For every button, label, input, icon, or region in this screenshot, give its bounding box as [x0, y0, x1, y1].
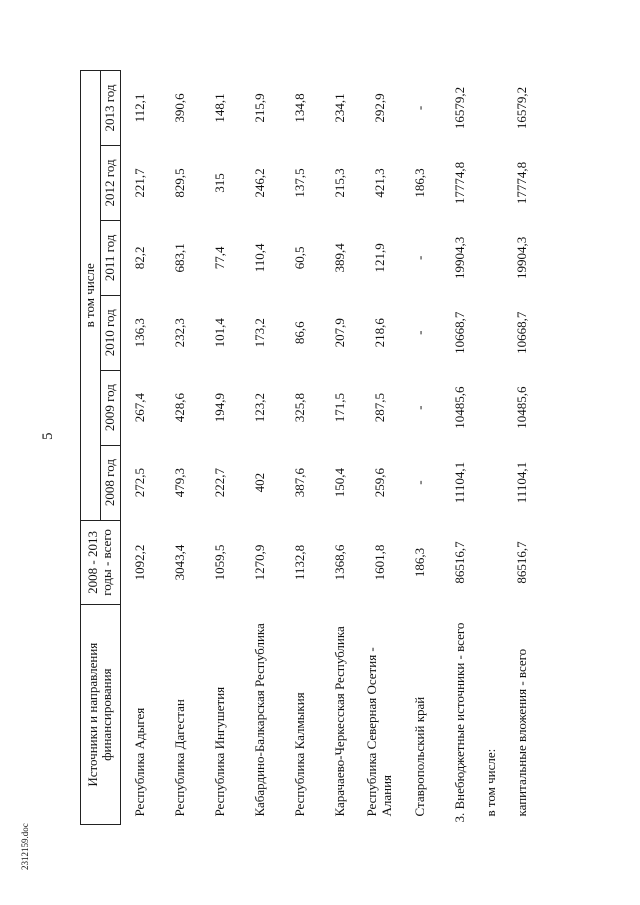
row-value: 10668,7	[451, 311, 467, 354]
row-value: 207,9	[331, 318, 347, 348]
row-value: 287,5	[371, 393, 387, 423]
table-row	[400, 71, 440, 825]
row-value: 325,8	[291, 393, 307, 423]
header-year: 2009 год	[100, 370, 120, 445]
header-year: 2013 год	[100, 71, 120, 146]
row-name: 3. Внебюджетные источники - всего	[451, 622, 467, 823]
page-number: 5	[40, 432, 56, 440]
header-year: 2010 год	[100, 295, 120, 370]
row-value: 222,7	[211, 467, 227, 498]
row-value: -	[411, 255, 427, 261]
row-value: 272,5	[132, 467, 148, 498]
row-total: 1601,8	[371, 544, 387, 581]
table-row	[240, 71, 280, 825]
row-name: Республика Адыгея	[132, 707, 148, 817]
row-value: 218,6	[371, 318, 387, 348]
row-name: Республика Калмыкия	[291, 692, 307, 817]
row-value: -	[411, 480, 427, 485]
row-value: 86,6	[291, 321, 307, 345]
header-year: 2008 год	[100, 445, 120, 520]
header-year: 2011 год	[100, 220, 120, 295]
row-value: 428,6	[171, 393, 187, 423]
header-group: в том числе	[81, 71, 101, 521]
row-value: 101,4	[211, 318, 227, 348]
row-total: 1092,2	[132, 544, 148, 581]
table-row	[320, 71, 360, 825]
table-wrapper	[80, 70, 615, 825]
table-row	[280, 71, 320, 825]
row-value: 246,2	[251, 168, 267, 198]
row-value: 390,6	[171, 93, 187, 123]
row-value: -	[411, 105, 427, 111]
table-row	[120, 71, 160, 825]
row-value: 136,3	[132, 318, 148, 348]
row-value: 171,5	[331, 393, 347, 423]
row-total: 1270,9	[251, 544, 267, 581]
row-value: 150,4	[331, 467, 347, 498]
row-value: 16579,2	[451, 86, 467, 130]
file-code: 2312159.doc	[20, 823, 30, 870]
row-value: 421,3	[371, 168, 387, 198]
row-value: 259,6	[371, 467, 387, 498]
row-total: 1132,8	[291, 544, 307, 581]
row-value: 215,9	[251, 93, 267, 123]
row-value: 292,9	[371, 93, 387, 123]
row-value: 11104,1	[513, 461, 529, 504]
row-value: 387,6	[291, 467, 307, 498]
row-value: 389,4	[331, 243, 347, 273]
row-total: 3043,4	[171, 544, 187, 581]
row-value: 10485,6	[451, 386, 467, 429]
row-total: 86516,7	[451, 541, 467, 584]
row-value: -	[411, 405, 427, 410]
row-total: 1059,5	[211, 544, 227, 581]
row-total: 186,3	[411, 547, 427, 578]
row-value: 232,3	[171, 318, 187, 348]
row-value: 148,1	[211, 93, 227, 123]
table-row	[502, 71, 542, 825]
header-total: 2008 - 2013 годы - всего	[81, 520, 121, 605]
row-name: Кабардино-Балкарская Республика	[251, 623, 267, 817]
row-value: 137,5	[291, 168, 307, 198]
row-value: 829,5	[171, 168, 187, 198]
row-name: Карачаево-Черкесская Республика	[331, 626, 347, 817]
row-total: 1368,6	[331, 544, 347, 581]
row-value: 683,1	[171, 243, 187, 273]
row-value: 10485,6	[513, 386, 529, 429]
row-value: 77,4	[211, 246, 227, 270]
row-name: Ставропольский край	[411, 696, 427, 817]
row-value: 315	[211, 173, 227, 193]
row-value: 16579,2	[513, 86, 529, 130]
row-value: 194,9	[211, 393, 227, 423]
row-value: 19904,3	[513, 236, 529, 279]
row-value: 17774,8	[513, 161, 529, 205]
row-value: 112,1	[132, 93, 148, 123]
row-name: Республика Северная Осетия - Алания	[364, 647, 395, 817]
table-subheading-row	[480, 71, 502, 825]
table-row	[360, 71, 400, 825]
subheading: в том числе:	[482, 748, 498, 817]
row-value: 11104,1	[451, 461, 467, 504]
funding-table	[80, 70, 542, 825]
row-value: 402	[251, 472, 267, 493]
row-value: 215,3	[331, 168, 347, 198]
row-value: 17774,8	[451, 161, 467, 205]
row-value: 479,3	[171, 467, 187, 498]
row-value: 186,3	[411, 168, 427, 198]
row-value: 173,2	[251, 318, 267, 348]
row-value: 110,4	[251, 243, 267, 273]
row-value: 123,2	[251, 393, 267, 423]
row-name: капитальные вложения - всего	[513, 648, 529, 817]
row-value: 82,2	[132, 246, 148, 270]
header-year: 2012 год	[100, 145, 120, 220]
row-value: 19904,3	[451, 236, 467, 279]
row-value: -	[411, 330, 427, 335]
table-row	[200, 71, 240, 825]
row-value: 234,1	[331, 93, 347, 123]
table-row-section	[440, 71, 480, 825]
row-total: 86516,7	[513, 541, 529, 584]
table-row	[160, 71, 200, 825]
row-name: Республика Дагестан	[171, 699, 187, 817]
row-name: Республика Ингушетия	[211, 686, 227, 817]
row-value: 221,7	[132, 168, 148, 198]
row-value: 60,5	[291, 246, 307, 270]
row-value: 134,8	[291, 93, 307, 123]
row-value: 121,9	[371, 243, 387, 273]
row-value: 267,4	[132, 393, 148, 423]
header-source: Источники и направления финансирования	[81, 605, 121, 825]
row-value: 10668,7	[513, 311, 529, 354]
